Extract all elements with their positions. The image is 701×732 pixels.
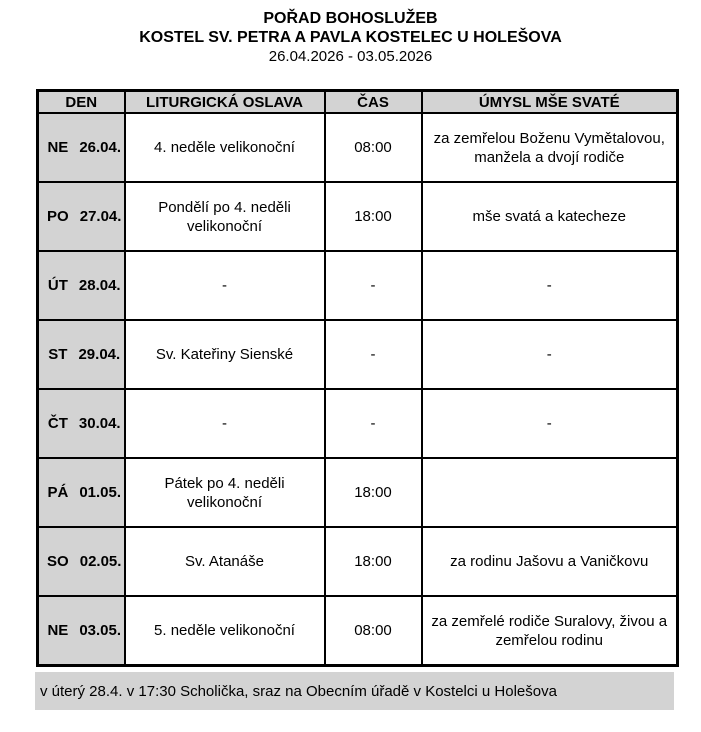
time-cell: - [325, 389, 422, 458]
day-cell [38, 320, 125, 389]
celebration-cell: Sv. Atanáše [125, 527, 325, 596]
table-row [38, 182, 678, 251]
intention-cell: - [422, 251, 678, 320]
header-day: DEN [38, 91, 125, 114]
table-header-row [38, 91, 678, 114]
day-cell [38, 389, 125, 458]
celebration-cell: Sv. Kateřiny Sienské [125, 320, 325, 389]
intention-cell: za zemřelou Boženu Vymětalovou, manžela a dvojí rodiče [422, 113, 678, 182]
day-abbr: ÚT [47, 277, 68, 294]
day-date: 28.04. [78, 277, 121, 294]
church-name: KOSTEL SV. PETRA A PAVLA KOSTELEC U HOLEŠOVA [139, 29, 562, 46]
day-date: 30.04. [78, 415, 121, 432]
day-cell [38, 251, 125, 320]
day-abbr: ST [48, 346, 68, 363]
time-cell: 08:00 [325, 596, 422, 666]
celebration-cell: 5. neděle velikonoční [125, 596, 325, 666]
day-cell [38, 527, 125, 596]
day-date: 27.04. [79, 208, 122, 225]
table-row [38, 527, 678, 596]
day-abbr: SO [47, 553, 69, 570]
intention-cell [422, 458, 678, 527]
table-row [38, 389, 678, 458]
day-abbr: PÁ [47, 484, 69, 501]
time-cell: 18:00 [325, 182, 422, 251]
celebration-cell: Pátek po 4. neděli velikonoční [125, 458, 325, 527]
header-time: ČAS [325, 91, 422, 114]
day-cell [38, 458, 125, 527]
intention-cell: mše svatá a katecheze [422, 182, 678, 251]
day-abbr: NE [47, 622, 69, 639]
time-cell: 18:00 [325, 527, 422, 596]
intention-cell: - [422, 389, 678, 458]
header-intention: ÚMYSL MŠE SVATÉ [422, 91, 678, 114]
page-title: POŘAD BOHOSLUŽEB [263, 10, 438, 27]
table-row [38, 320, 678, 389]
time-cell: - [325, 320, 422, 389]
time-cell: - [325, 251, 422, 320]
time-cell: 18:00 [325, 458, 422, 527]
day-date: 03.05. [79, 622, 122, 639]
intention-cell: - [422, 320, 678, 389]
table-row [38, 251, 678, 320]
announcement-text: v úterý 28.4. v 17:30 Scholička, sraz na Obecním úřadě v Kostelci u Holešova [40, 682, 557, 700]
intention-cell: za rodinu Jašovu a Vaničkovu [422, 527, 678, 596]
day-date: 26.04. [79, 139, 122, 156]
table-row [38, 113, 678, 182]
day-cell [38, 113, 125, 182]
day-abbr: ČT [47, 415, 68, 432]
time-cell: 08:00 [325, 113, 422, 182]
header-celebration: LITURGICKÁ OSLAVA [125, 91, 325, 114]
intention-cell: za zemřelé rodiče Suralovy, živou a zemřelou rodinu [422, 596, 678, 666]
service-schedule-table [36, 89, 679, 667]
announcement-note [35, 672, 674, 710]
table-row [38, 596, 678, 666]
celebration-cell: - [125, 389, 325, 458]
day-abbr: PO [47, 208, 69, 225]
celebration-cell: 4. neděle velikonoční [125, 113, 325, 182]
day-cell [38, 596, 125, 666]
day-date: 02.05. [79, 553, 122, 570]
celebration-cell: Pondělí po 4. neděli velikonoční [125, 182, 325, 251]
day-date: 01.05. [79, 484, 122, 501]
day-cell [38, 182, 125, 251]
table-row [38, 458, 678, 527]
day-date: 29.04. [78, 346, 121, 363]
day-abbr: NE [47, 139, 69, 156]
celebration-cell: - [125, 251, 325, 320]
document-header [0, 0, 701, 66]
date-range: 26.04.2026 - 03.05.2026 [268, 48, 433, 65]
